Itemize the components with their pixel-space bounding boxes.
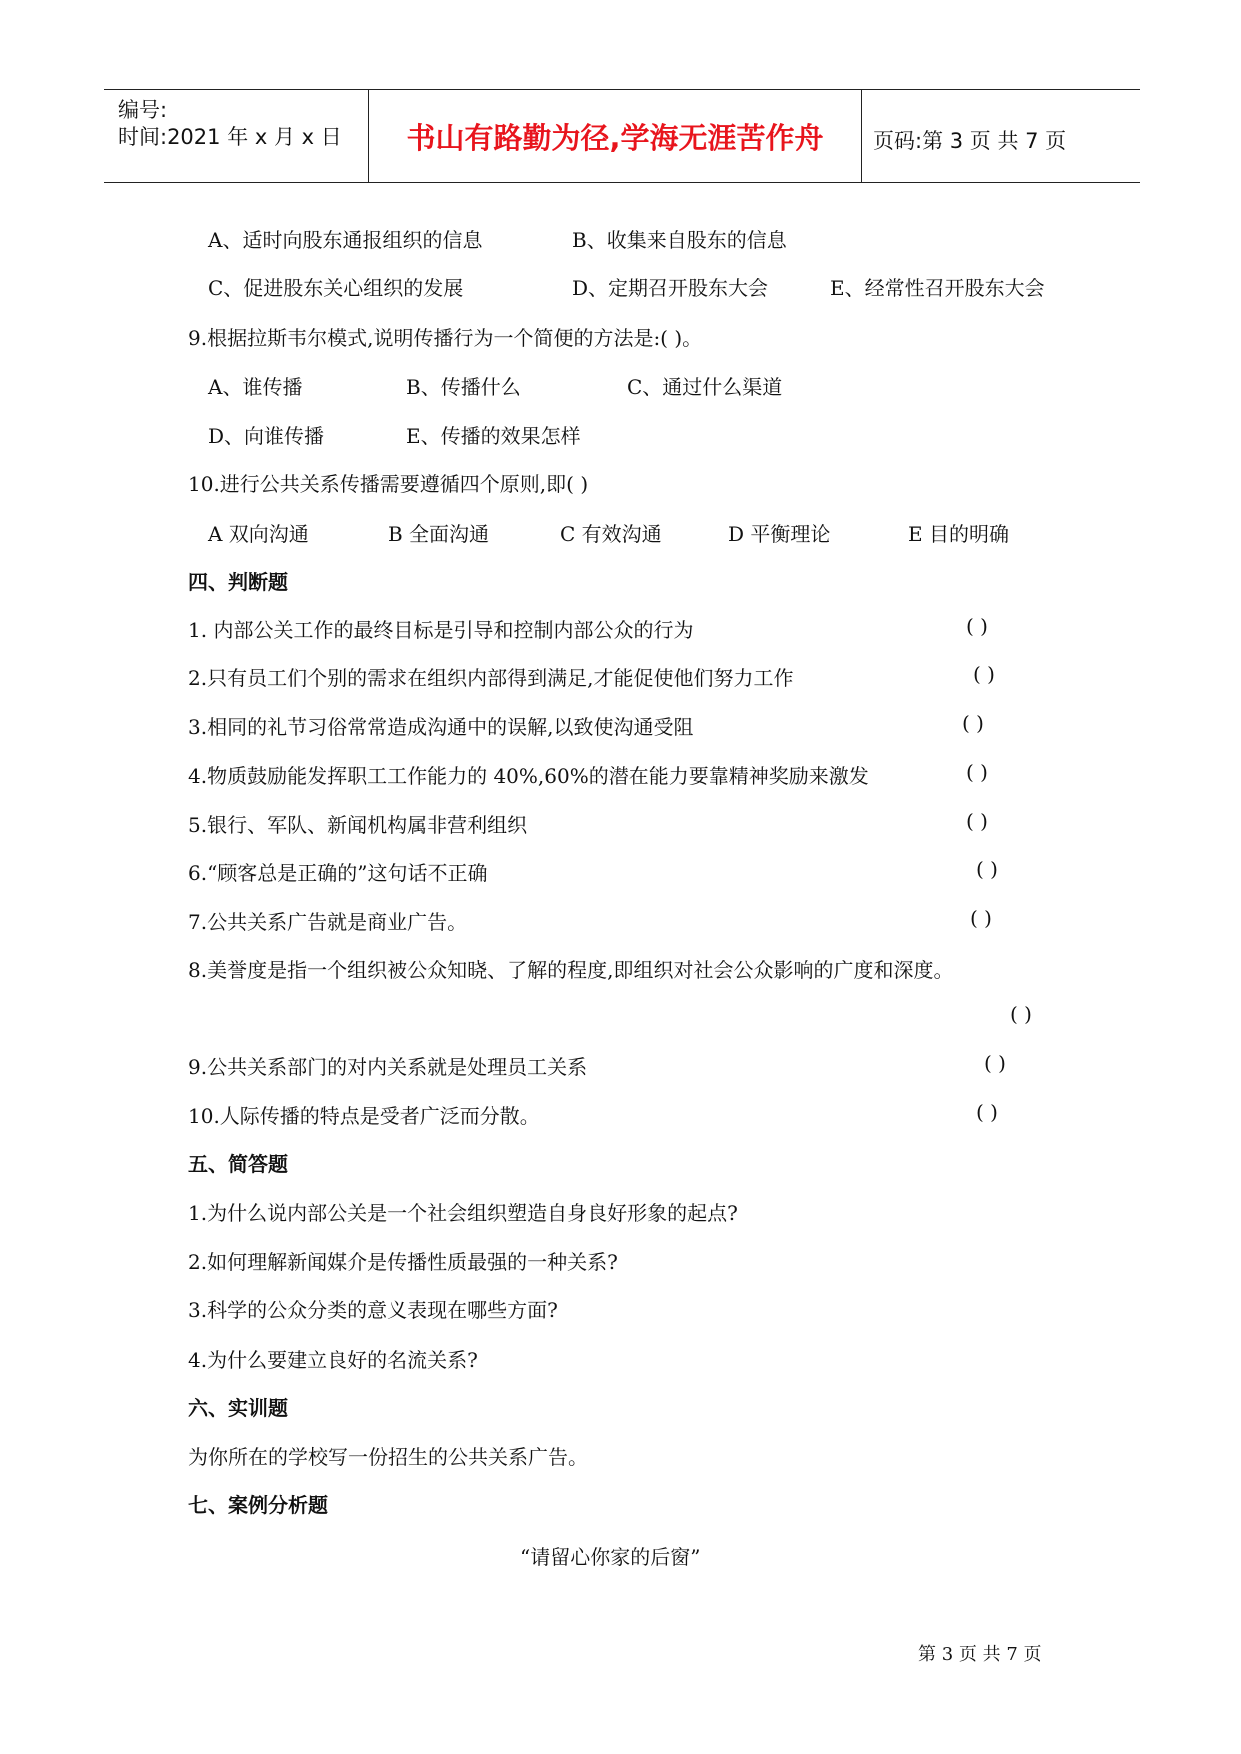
header-divider-right [861, 90, 862, 183]
section-4-title: 四、判断题 [188, 570, 288, 594]
document-number-label: 编号: [118, 98, 168, 122]
judgment-item: 10.人际传播的特点是受者广泛而分散。 [188, 1104, 540, 1128]
judgment-item: 7.公共关系广告就是商业广告。 [188, 910, 468, 934]
q8-option-c: C、促进股东关心组织的发展 [208, 276, 464, 300]
q8-option-e: E、经常性召开股东大会 [830, 276, 1045, 300]
short-answer-item: 4.为什么要建立良好的名流关系? [188, 1348, 478, 1372]
answer-blank: ( ) [970, 906, 992, 930]
q9-option-c: C、通过什么渠道 [627, 375, 783, 399]
case-title: “请留心你家的后窗” [520, 1545, 701, 1569]
judgment-item: 4.物质鼓励能发挥职工工作能力的 40%,60%的潜在能力要靠精神奖励来激发 [188, 764, 869, 788]
answer-blank: ( ) [976, 857, 998, 881]
judgment-item: 6.“顾客总是正确的”这句话不正确 [188, 861, 488, 885]
section-7-title: 七、案例分析题 [188, 1493, 328, 1517]
short-answer-item: 2.如何理解新闻媒介是传播性质最强的一种关系? [188, 1250, 618, 1274]
q10-option-a: A 双向沟通 [208, 522, 309, 546]
q10-option-e: E 目的明确 [908, 522, 1009, 546]
q10-option-c: C 有效沟通 [560, 522, 662, 546]
q10-option-b: B 全面沟通 [388, 522, 490, 546]
judgment-item: 5.银行、军队、新闻机构属非营利组织 [188, 813, 528, 837]
q9-stem: 9.根据拉斯韦尔模式,说明传播行为一个简便的方法是:( )。 [188, 326, 703, 350]
judgment-item: 1. 内部公关工作的最终目标是引导和控制内部公众的行为 [188, 618, 694, 642]
q8-option-a: A、适时向股东通报组织的信息 [208, 228, 483, 252]
answer-blank: ( ) [962, 711, 984, 735]
practical-task: 为你所在的学校写一份招生的公共关系广告。 [188, 1445, 588, 1469]
answer-blank: ( ) [966, 614, 988, 638]
header-bottom-rule [104, 182, 1140, 183]
judgment-item: 3.相同的礼节习俗常常造成沟通中的误解,以致使沟通受阻 [188, 715, 694, 739]
answer-blank: ( ) [966, 809, 988, 833]
q9-option-d: D、向谁传播 [208, 424, 325, 448]
q9-option-b: B、传播什么 [406, 375, 521, 399]
q9-option-e: E、传播的效果怎样 [406, 424, 581, 448]
q8-option-b: B、收集来自股东的信息 [572, 228, 787, 252]
answer-blank: ( ) [984, 1051, 1006, 1075]
section-5-title: 五、简答题 [188, 1152, 288, 1176]
q8-option-d: D、定期召开股东大会 [572, 276, 769, 300]
document-date: 时间:2021 年 x 月 x 日 [118, 125, 342, 149]
header-top-rule [104, 89, 1140, 90]
judgment-item: 2.只有员工们个别的需求在组织内部得到满足,才能促使他们努力工作 [188, 666, 794, 690]
footer-page-number: 第 3 页 共 7 页 [918, 1644, 1042, 1665]
judgment-item: 8.美誉度是指一个组织被公众知晓、了解的程度,即组织对社会公众影响的广度和深度。 [188, 958, 954, 982]
answer-blank: ( ) [973, 662, 995, 686]
short-answer-item: 1.为什么说内部公关是一个社会组织塑造自身良好形象的起点? [188, 1201, 738, 1225]
answer-blank: ( ) [1010, 1002, 1032, 1026]
q9-option-a: A、谁传播 [208, 375, 303, 399]
q10-stem: 10.进行公共关系传播需要遵循四个原则,即( ) [188, 472, 589, 496]
short-answer-item: 3.科学的公众分类的意义表现在哪些方面? [188, 1298, 558, 1322]
judgment-item: 9.公共关系部门的对内关系就是处理员工关系 [188, 1055, 588, 1079]
q10-option-d: D 平衡理论 [728, 522, 831, 546]
header-motto: 书山有路勤为径,学海无涯苦作舟 [406, 121, 824, 155]
answer-blank: ( ) [966, 760, 988, 784]
section-6-title: 六、实训题 [188, 1396, 288, 1420]
answer-blank: ( ) [976, 1100, 998, 1124]
header-divider-left [368, 90, 369, 183]
page-indicator: 页码:第 3 页 共 7 页 [873, 129, 1067, 153]
